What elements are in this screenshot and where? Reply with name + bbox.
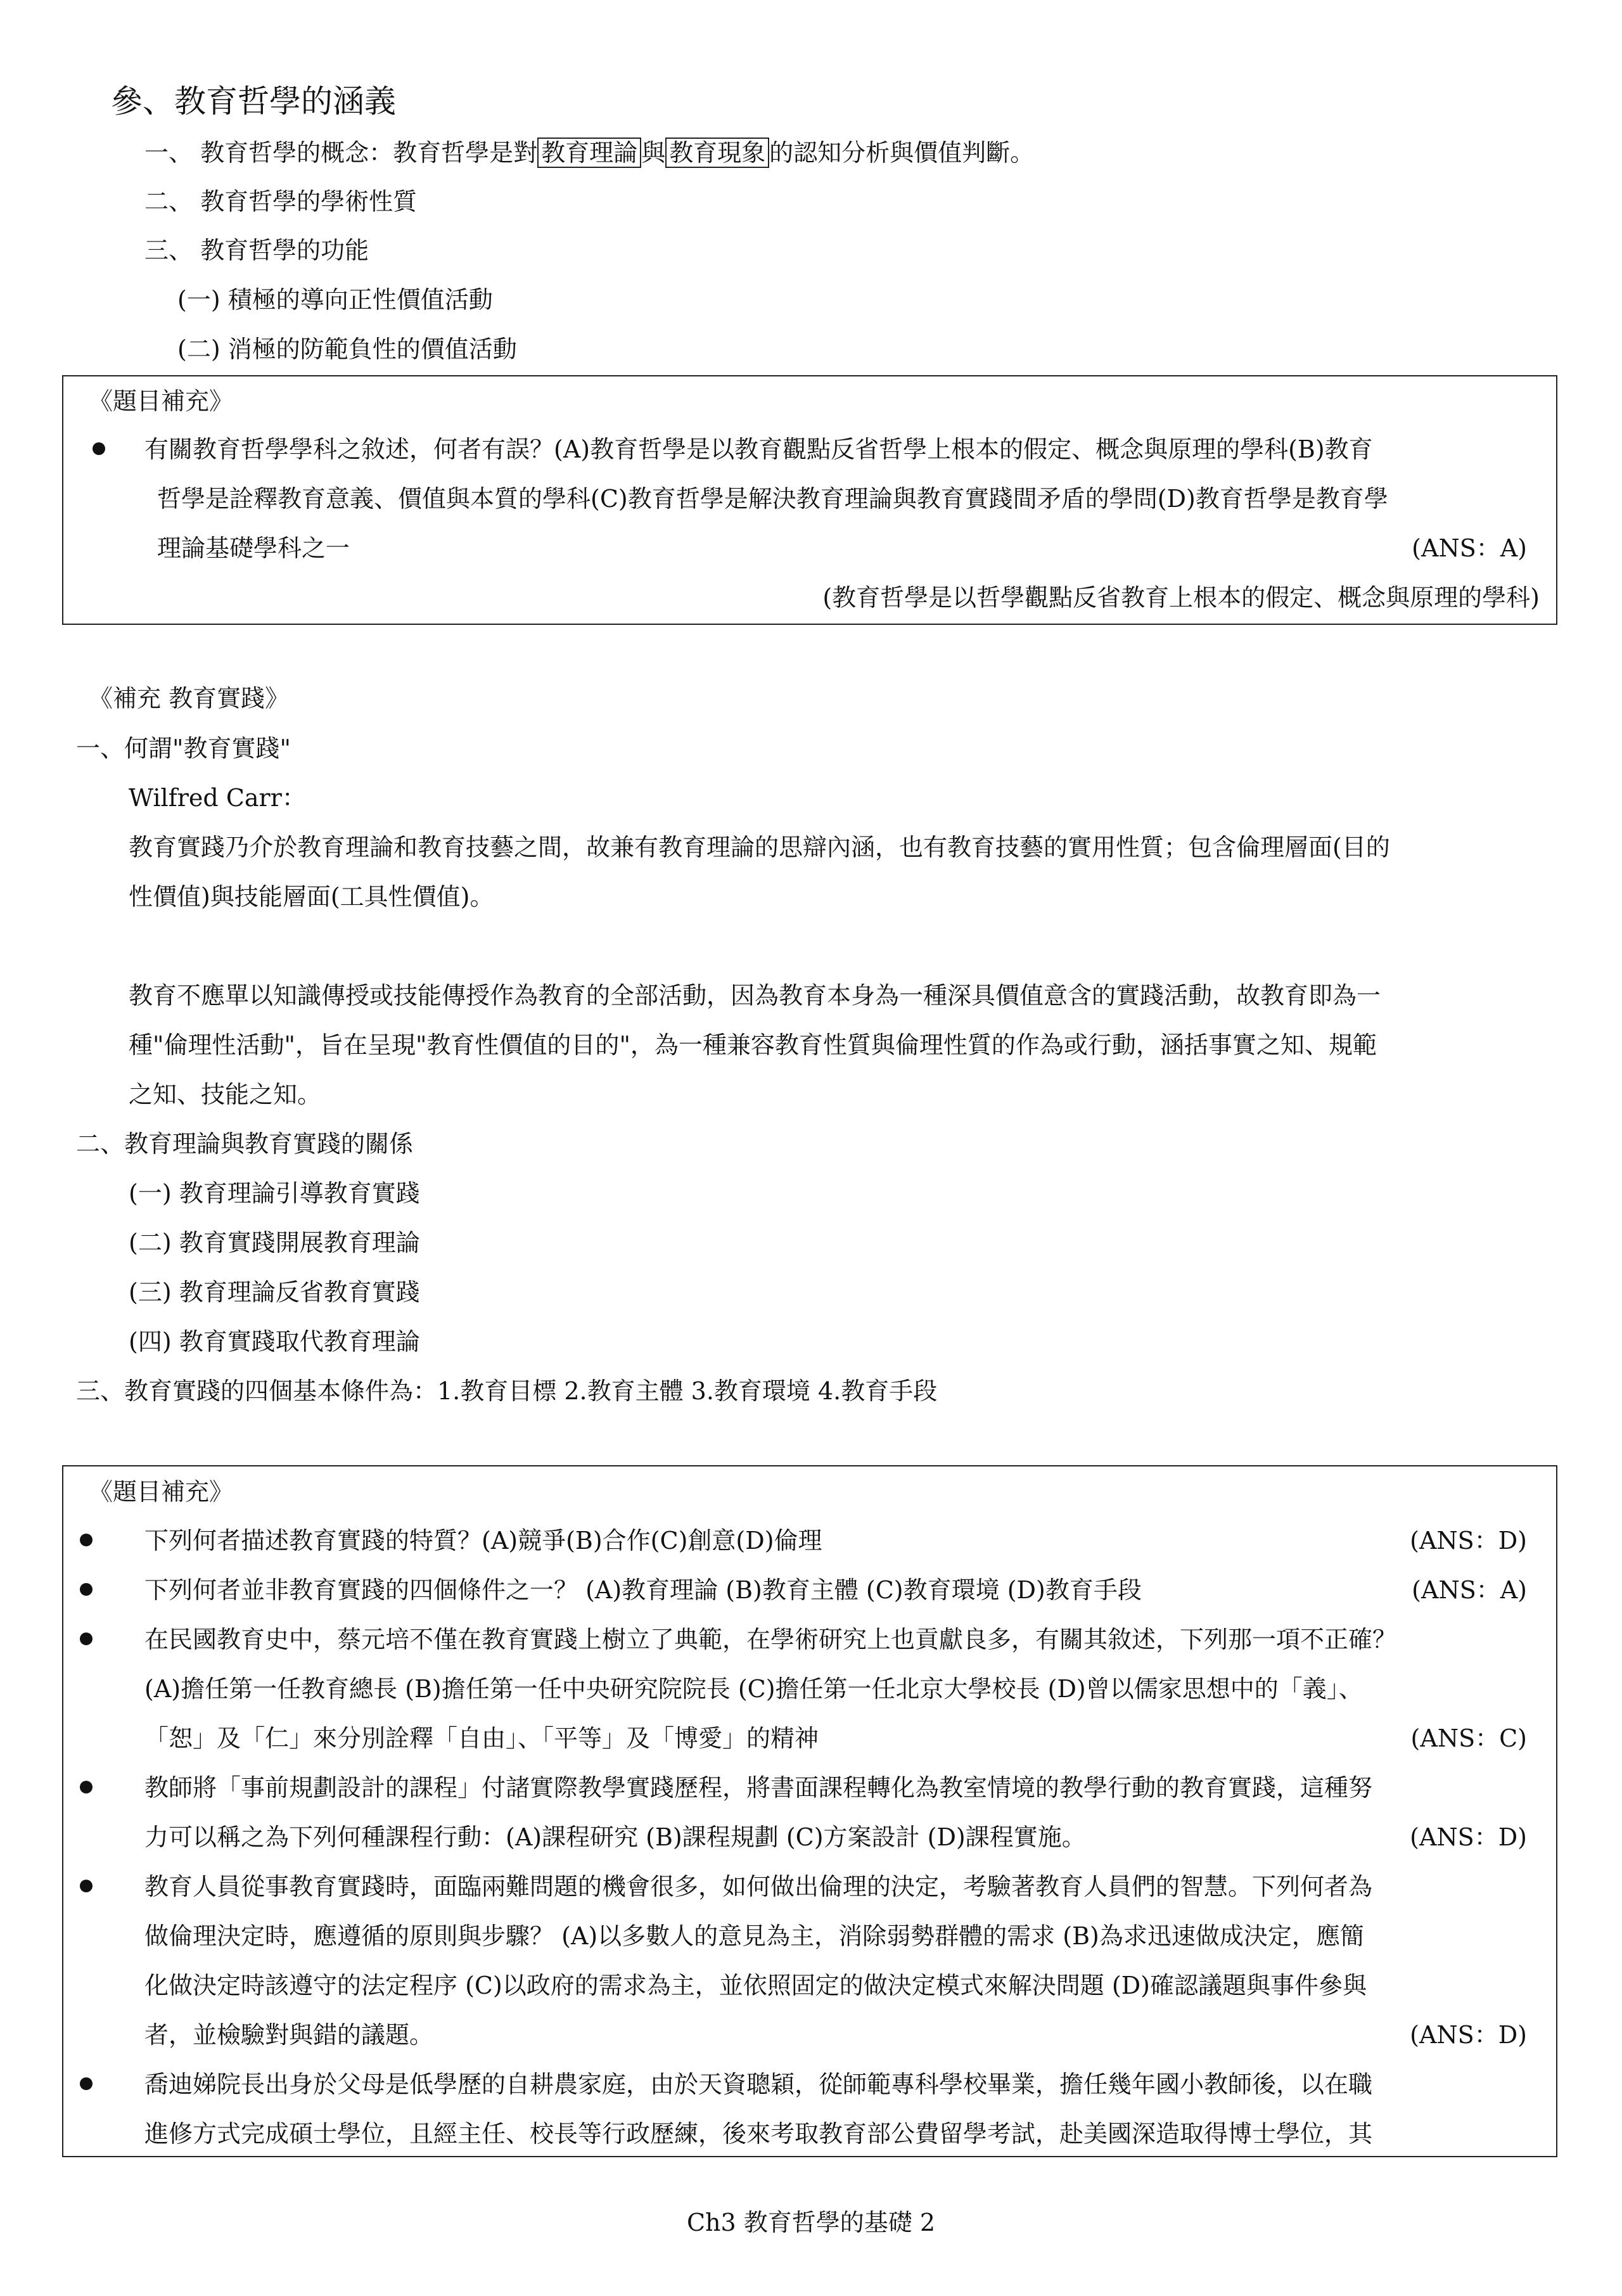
practice-s2b: (二) 教育實踐開展教育理論	[129, 1229, 420, 1257]
box1-q1-answer: (ANS：A)	[1412, 534, 1527, 562]
item-2: 二、 教育哲學的學術性質	[144, 188, 418, 215]
box2-q6-line1: 喬迪娣院長出身於父母是低學歷的自耕農家庭，由於天資聰穎，從師範專科學校畢業，擔任幾年國小教師後，以在職	[144, 2070, 1373, 2098]
box2-q5-line4: 者，並檢驗對與錯的議題。	[144, 2021, 434, 2049]
box2-title: 《題目補充》	[89, 1478, 234, 1506]
bullet	[80, 1632, 93, 1645]
box2-q1-answer: (ANS：D)	[1410, 1527, 1527, 1555]
practice-s3: 三、教育實踐的四個基本條件為：1.教育目標 2.教育主體 3.教育環境 4.教育手段	[76, 1377, 938, 1405]
box2-q2-answer: (ANS：A)	[1412, 1576, 1527, 1604]
box2-q5-line3: 化做決定時該遵守的法定程序 (C)以政府的需求為主，並依照固定的做決定模式來解決問題 (D)確認議題與事件參與	[144, 1972, 1367, 1999]
practice-p2-line2: 種"倫理性活動"，旨在呈現"教育性價值的目的"，為一種兼容教育性質與倫理性質的作為或行動，涵括事實之知、規範	[129, 1031, 1377, 1059]
box2-q3-line3: 「恕」及「仁」來分別詮釋「自由」、「平等」及「博愛」的精神	[144, 1724, 819, 1752]
box2-q5-answer: (ANS：D)	[1410, 2021, 1527, 2049]
bullet	[80, 1534, 93, 1546]
practice-author: Wilfred Carr：	[129, 784, 306, 812]
practice-s2c: (三) 教育理論反省教育實踐	[129, 1278, 420, 1306]
item-1-prefix: 一、 教育哲學的概念：教育哲學是對	[144, 139, 538, 167]
box2-q2: 下列何者並非教育實踐的四個條件之一？ (A)教育理論 (B)教育主體 (C)教育環境 (D)教育手段	[144, 1576, 1142, 1604]
bullet	[80, 1781, 93, 1793]
practice-s2: 二、教育理論與教育實踐的關係	[76, 1130, 414, 1158]
bullet	[93, 442, 105, 455]
section-title: 參、教育哲學的涵義	[111, 83, 396, 120]
practice-s2d: (四) 教育實踐取代教育理論	[129, 1328, 420, 1356]
item-3b: (二) 消極的防範負性的價值活動	[177, 335, 517, 363]
box2-q4-line2: 力可以稱之為下列何種課程行動：(A)課程研究 (B)課程規劃 (C)方案設計 (D)課程實施。	[144, 1823, 1086, 1851]
bullet	[80, 1880, 93, 1892]
item-1-mid: 與	[641, 139, 666, 167]
practice-s1: 一、何謂"教育實踐"	[76, 734, 291, 762]
item-1-suffix: 的認知分析與價值判斷。	[769, 139, 1035, 167]
boxed-term-phenomenon: 教育現象	[665, 138, 769, 168]
box1-title: 《題目補充》	[89, 387, 234, 415]
box2-q1: 下列何者描述教育實踐的特質？(A)競爭(B)合作(C)創意(D)倫理	[144, 1527, 822, 1555]
page-footer: Ch3 教育哲學的基礎 2	[686, 2209, 936, 2236]
item-1	[144, 141, 1034, 165]
question-box-2	[62, 1465, 1557, 2157]
practice-p1-line1: 教育實踐乃介於教育理論和教育技藝之間，故兼有教育理論的思辯內涵，也有教育技藝的實用性質；包含倫理層面(目的	[129, 833, 1390, 861]
practice-p2-line1: 教育不應單以知識傳授或技能傳授作為教育的全部活動，因為教育本身為一種深具價值意含的實踐活動，故教育即為一	[129, 982, 1381, 1010]
box2-q6-line2: 進修方式完成碩士學位，且經主任、校長等行政歷練，後來考取教育部公費留學考試，赴美國深造取得博士學位，其	[144, 2120, 1373, 2148]
box2-q3-answer: (ANS：C)	[1410, 1724, 1527, 1752]
box2-q3-line2: (A)擔任第一任教育總長 (B)擔任第一任中央研究院院長 (C)擔任第一任北京大學校長 (D)曾以儒家思想中的「義」、	[144, 1675, 1363, 1703]
practice-p2-line3: 之知、技能之知。	[129, 1081, 322, 1108]
box1-q1-line3: 理論基礎學科之一	[157, 534, 350, 562]
bullet	[80, 1583, 93, 1596]
box1-q1-line1: 有關教育哲學學科之敘述，何者有誤？(A)教育哲學是以教育觀點反省哲學上根本的假定、概念與原理的學科(B)教育	[144, 435, 1373, 463]
boxed-term-theory: 教育理論	[537, 138, 641, 168]
item-3: 三、 教育哲學的功能	[144, 236, 369, 264]
bullet	[80, 2077, 93, 2090]
box1-q1-line2: 哲學是詮釋教育意義、價值與本質的學科(C)教育哲學是解決教育理論與教育實踐間矛盾的學問(D)教育哲學是教育學	[157, 485, 1388, 513]
practice-title: 《補充 教育實踐》	[89, 684, 290, 712]
box2-q5-line1: 教育人員從事教育實踐時，面臨兩難問題的機會很多，如何做出倫理的決定，考驗著教育人員們的智慧。下列何者為	[144, 1873, 1373, 1901]
item-3a: (一) 積極的導向正性價值活動	[177, 286, 493, 314]
box2-q5-line2: 做倫理決定時，應遵循的原則與步驟？ (A)以多數人的意見為主，消除弱勢群體的需求 (B)為求迅速做成決定，應簡	[144, 1922, 1364, 1950]
box2-q3-line1: 在民國教育史中，蔡元培不僅在教育實踐上樹立了典範，在學術研究上也貢獻良多，有關其敘述，下列那一項不正確？	[144, 1626, 1397, 1653]
box2-q4-answer: (ANS：D)	[1410, 1823, 1527, 1851]
box1-q1-note: (教育哲學是以哲學觀點反省教育上根本的假定、概念與原理的學科)	[822, 584, 1540, 612]
box2-q4-line1: 教師將「事前規劃設計的課程」付諸實際教學實踐歷程，將書面課程轉化為教室情境的教學行動的教育實踐，這種努	[144, 1774, 1373, 1802]
practice-p1-line2: 性價值)與技能層面(工具性價值)。	[129, 883, 494, 911]
practice-s2a: (一) 教育理論引導教育實踐	[129, 1179, 420, 1207]
